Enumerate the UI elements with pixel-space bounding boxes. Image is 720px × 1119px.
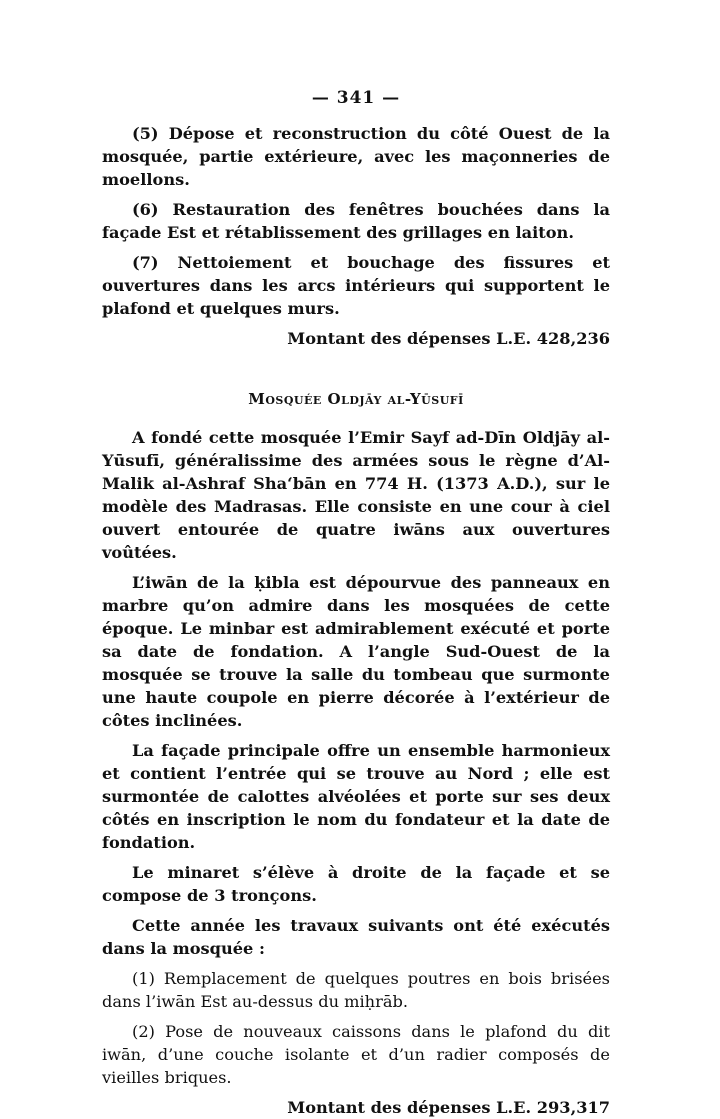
section-title: Mosquée Oldjāy al-Yūsufī	[248, 390, 464, 408]
expense-total-2: Montant des dépenses L.E. 293,317	[287, 1098, 610, 1117]
paragraph-minaret: Le minaret s’élève à droite de la façade et se compose de 3 tronçons.	[102, 863, 610, 905]
item-6: (6) Restauration des fenêtres bouchées dans la façade Est et rétablissement des grillages en laiton.	[102, 200, 610, 242]
section-body	[102, 426, 610, 1119]
expense-total-1: Montant des dépenses L.E. 428,236	[287, 329, 610, 348]
item-5: (5) Dépose et reconstruction du côté Ouest de la mosquée, partie extérieure, avec les maçonneries de moellons.	[102, 124, 610, 189]
paragraph-founding: A fondé cette mosquée l’Emir Sayf ad-Dīn Oldjāy al-Yūsufī, généralissime des armées sous le règne d’Al-Malik al-Ashraf Sha‘bān en 774 H. (1373 A.D.), sur le modèle des Madrasas. Elle consiste en une cour à ciel ouvert entourée de quatre iwāns aux ouvertures voûtées.	[102, 428, 610, 562]
item-7: (7) Nettoiement et bouchage des fissures et ouvertures dans les arcs intérieurs qui supportent le plafond et quelques murs.	[102, 253, 610, 318]
top-block	[102, 122, 610, 350]
work-item-1: (1) Remplacement de quelques poutres en bois brisées dans l’iwān Est au-dessus du miḥrāb.	[102, 969, 610, 1011]
paragraph-facade: La façade principale offre un ensemble harmonieux et contient l’entrée qui se trouve au Nord ; elle est surmontée de calottes alvéolées et porte sur ses deux côtés en inscription le nom du fondateur et la date de fondation.	[102, 741, 610, 852]
paragraph-works-intro: Cette année les travaux suivants ont été exécutés dans la mosquée :	[102, 916, 610, 958]
page-number: — 341 —	[311, 88, 401, 108]
work-item-2: (2) Pose de nouveaux caissons dans le plafond du dit iwān, d’une couche isolante et d’un radier composés de vieilles briques.	[102, 1022, 610, 1087]
paragraph-kibla: L’iwān de la ḳibla est dépourvue des panneaux en marbre qu’on admire dans les mosquées de cette époque. Le minbar est admirablement exécuté et porte sa date de fondation. A l’angle Sud-Ouest de la mosquée se trouve la salle du tombeau que surmonte une haute coupole en pierre décorée à l’extérieur de côtes inclinées.	[102, 573, 610, 730]
